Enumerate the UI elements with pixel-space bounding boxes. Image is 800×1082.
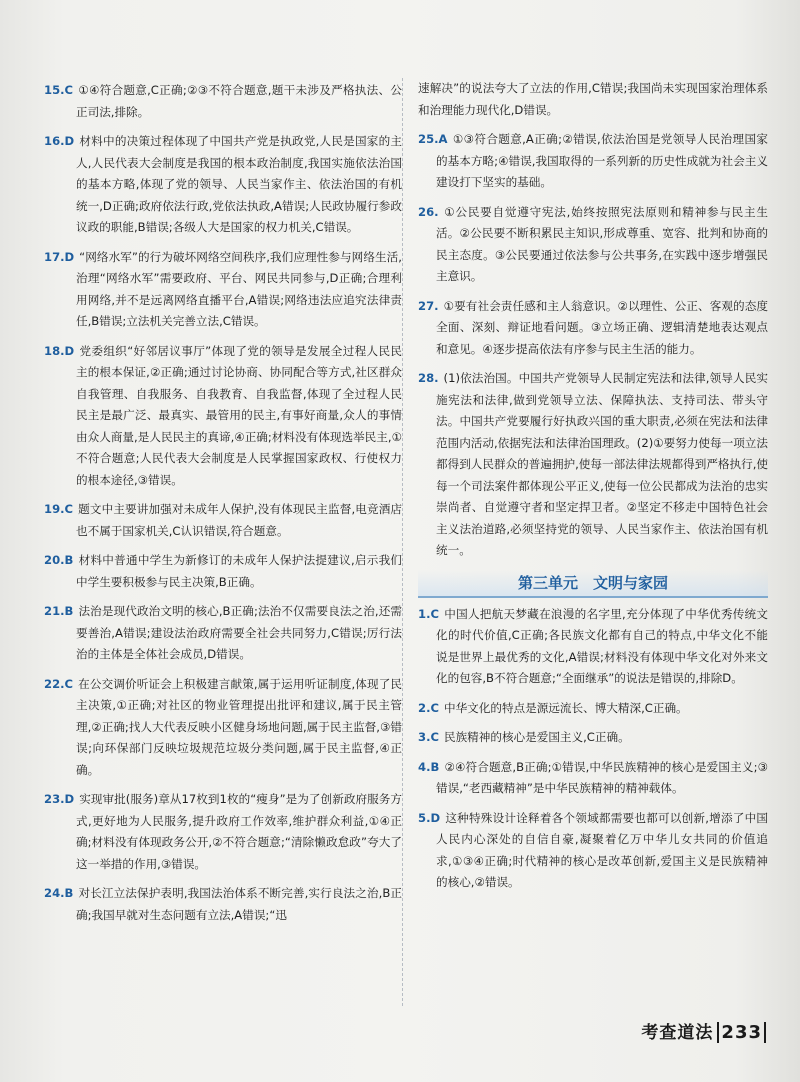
answer-number: 18.D: [44, 343, 75, 358]
answer-number: 4.B: [418, 759, 440, 774]
answer-number: 19.C: [44, 502, 74, 516]
answer-number: 25.A: [418, 132, 448, 146]
answer-number: 16.D: [44, 134, 75, 148]
answer-item: [44, 550, 402, 593]
answer-item: [44, 674, 402, 782]
answer-item: [44, 341, 402, 492]
left-column: [44, 80, 402, 934]
answer-text: ①公民要自觉遵守宪法,始终按照宪法原则和精神参与民主生活。②公民要不断积累民主知识,形成尊重、宽容、批判和协商的民主态度。③公民要通过依法参与公共事务,在实践中逐步增强民主意识。: [436, 204, 768, 283]
answer-number: 17.D: [44, 249, 75, 264]
answer-item: [44, 80, 402, 123]
answer-text: 中国人把航天梦藏在浪漫的名字里,充分体现了中华优秀传统文化的时代价值,C正确;各民族文化都有自己的特点,中华文化不能说是世界上最优秀的文化,A错误;材料没有体现中华文化对外来文化的包容,B不符合题意;“全面继承”的说法是错误的,排除D。: [436, 606, 768, 685]
answer-number: 5.D: [418, 810, 441, 825]
answer-text: 党委组织“好邻居议事厅”体现了党的领导是发展全过程人民民主的根本保证,②正确;通过讨论协商、协同配合等方式,社区群众自我管理、自我服务、自我教育、自我监督,体现了全过程人民民主是最广泛、最真实、最管用的民主,有事好商量,众人的事情由众人商量,是人民民主的真谛,④正确;材料没有体现选举民主,①不符合题意;人民代表大会制度是人民掌握国家政权、行使权力的根本途径,③错误。: [76, 343, 402, 487]
answer-item: [418, 129, 768, 194]
answer-number: 15.C: [44, 83, 74, 97]
right-answer-list: [418, 129, 768, 562]
answer-item: [44, 601, 402, 666]
section-title: 第三单元 文明与家园: [418, 570, 768, 598]
answer-item: [418, 604, 768, 690]
answer-item: [44, 499, 402, 542]
answer-text: ②④符合题意,B正确;①错误,中华民族精神的核心是爱国主义;③错误,“老西藏精神”是中华民族精神的精神载体。: [436, 759, 768, 795]
page-number: 233: [717, 1022, 766, 1043]
answer-number: 1.C: [418, 606, 439, 621]
answer-item: [418, 808, 768, 894]
answer-text: 法治是现代政治文明的核心,B正确;法治不仅需要良法之治,还需要善治,A错误;建设法治政府需要全社会共同努力,C错误;厉行法治的主体是全体社会成员,D错误。: [76, 604, 402, 661]
answer-item: [418, 202, 768, 288]
answer-number: 23.D: [44, 792, 75, 806]
answer-item: [44, 131, 402, 239]
answer-number: 26.: [418, 204, 439, 219]
column-divider: [402, 78, 403, 1006]
answer-number: 20.B: [44, 553, 74, 567]
answer-item: [418, 757, 768, 800]
answer-item: [418, 296, 768, 361]
footer-label: 考查道法: [641, 1023, 714, 1043]
answer-number: 3.C: [418, 730, 439, 744]
answer-text: 材料中的决策过程体现了中国共产党是执政党,人民是国家的主人,人民代表大会制度是我国的根本政治制度,我国实施依法治国的基本方略,体现了党的领导、人民当家作主、依法治国的有机统一,D正确;政府依法行政,党依法执政,A错误;人民政协履行参政议政的职能,B错误;各级人大是国家的权力机关,C错误。: [76, 134, 402, 234]
answer-item: [418, 698, 768, 720]
answer-text: ①④符合题意,C正确;②③不符合题意,题干未涉及严格执法、公正司法,排除。: [76, 83, 402, 119]
answer-item: [44, 789, 402, 875]
answer-text: 这种特殊设计诠释着各个领域都需要也都可以创新,增添了中国人民内心深处的自信自豪,凝聚着亿万中华儿女共同的价值追求,①③④正确;时代精神的核心是改革创新,爱国主义是民族精神的核心,②错误。: [436, 810, 768, 889]
answer-text: 实现审批(服务)章从17枚到1枚的“瘦身”是为了创新政府服务方式,更好地为人民服务,提升政府工作效率,维护群众利益,①④正确;材料没有体现政务公开,②不符合题意;“清除懒政怠政”夸大了这一举措的作用,③错误。: [76, 792, 402, 871]
answer-text: 中华文化的特点是源远流长、博大精深,C正确。: [443, 700, 688, 715]
answer-number: 27.: [418, 298, 439, 313]
right-column: [418, 78, 768, 902]
answer-text: 材料中普通中学生为新修订的未成年人保护法提建议,启示我们中学生要积极参与民主决策,B正确。: [76, 553, 402, 589]
page-footer: [641, 1018, 766, 1043]
answer-number: 24.B: [44, 886, 74, 900]
answer-text: ①要有社会责任感和主人翁意识。②以理性、公正、客观的态度全面、深刻、辩证地看问题。③立场正确、逻辑清楚地表达观点和意见。④逐步提高依法有序参与民主生活的能力。: [436, 298, 768, 356]
answer-text: 题文中主要讲加强对未成年人保护,没有体现民主监督,电竞酒店也不属于国家机关,C认识错误,符合题意。: [76, 502, 402, 538]
answer-number: 28.: [418, 371, 439, 385]
answer-text: “网络水军”的行为破坏网络空间秩序,我们应理性参与网络生活,治理“网络水军”需要政府、平台、网民共同参与,D正确;合理利用网络,并不是远离网络直播平台,A错误;网络违法应追究法律责任,B错误;立法机关完善立法,C错误。: [76, 249, 402, 328]
answer-text: (1)依法治国。中国共产党领导人民制定宪法和法律,领导人民实施宪法和法律,做到党领导立法、保障执法、支持司法、带头守法。中国共产党要履行好执政兴国的重大职责,必须在宪法和法律范围内活动,依据宪法和法律治国理政。(2)①要努力使每一项立法都得到人民群众的普遍拥护,使每一部法律法规都得到严格执行,使每一个司法案件都体现公平正义,使每一位公民都成为法治的忠实崇尚者、自觉遵守者和坚定捍卫者。②坚定不移走中国特色社会主义法治道路,必须坚持党的领导、人民当家作主、依法治国有机统一。: [436, 371, 768, 557]
answer-number: 2.C: [418, 700, 439, 715]
answer-text: 民族精神的核心是爱国主义,C正确。: [443, 730, 630, 744]
section-answer-list: [418, 604, 768, 894]
answer-number: 22.C: [44, 676, 74, 691]
answer-number: 21.B: [44, 604, 74, 618]
answer-item: [418, 727, 768, 749]
answer-text: 对长江立法保护表明,我国法治体系不断完善,实行良法之治,B正确;我国早就对生态问题有立法,A错误;“迅: [76, 886, 402, 922]
answer-text: ①③符合题意,A正确;②错误,依法治国是党领导人民治理国家的基本方略;④错误,我国取得的一系列新的历史性成就为社会主义建设打下坚实的基础。: [436, 132, 768, 189]
answer-item: [418, 368, 768, 562]
continued-text: 速解决”的说法夸大了立法的作用,C错误;我国尚未实现国家治理体系和治理能力现代化,D错误。: [418, 81, 768, 117]
answer-text: 在公交调价听证会上积极建言献策,属于运用听证制度,体现了民主决策,①正确;对社区的物业管理提出批评和建议,属于民主管理,②正确;找人大代表反映小区健身场地问题,属于民主监督,③错误;向环保部门反映垃圾规范垃圾分类问题,属于民主监督,④正确。: [76, 676, 402, 777]
answer-item: [44, 883, 402, 926]
answer-item: [44, 247, 402, 333]
